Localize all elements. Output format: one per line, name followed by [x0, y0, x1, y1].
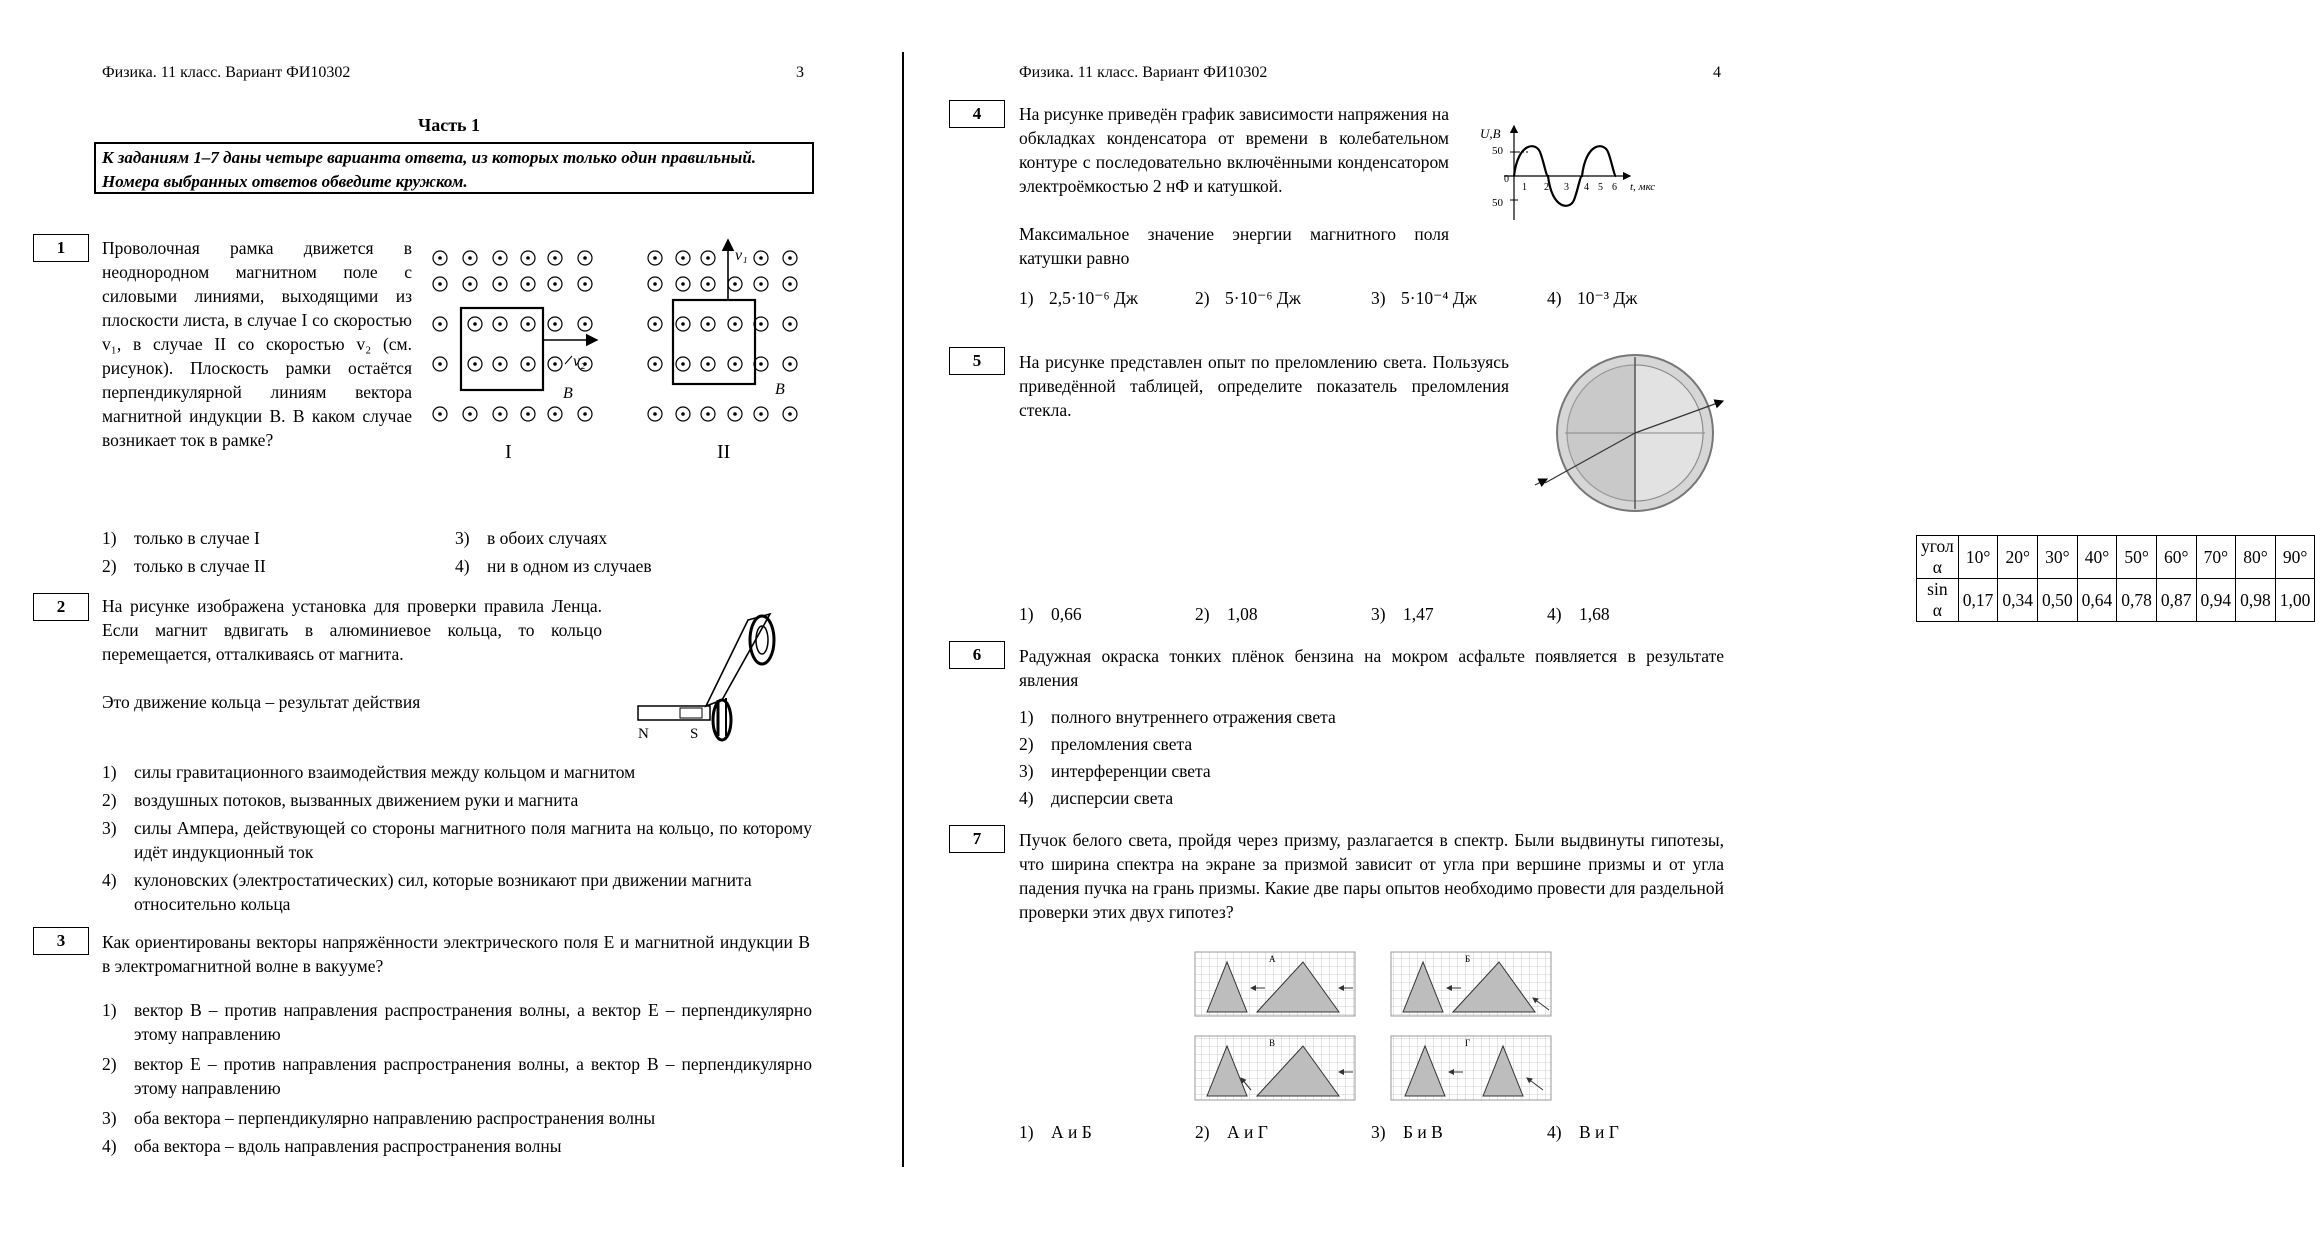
- graph-ylabel: U,В: [1480, 126, 1501, 141]
- part-title: Часть 1: [418, 115, 481, 135]
- table-cell: 30°: [2038, 536, 2078, 579]
- question-number: 7: [949, 825, 1005, 853]
- experiment-panel-b: [1391, 952, 1551, 1016]
- table-cell: 90°: [2275, 536, 2315, 579]
- question-text-2: Максимальное значение энергии магнитного поля катушки равно: [1019, 224, 1449, 268]
- table-cell: 0,17: [1958, 579, 1998, 622]
- answer-option[interactable]: 4) В и Г: [1547, 1122, 1619, 1142]
- graph-xlabel: t, мкс: [1630, 181, 1656, 193]
- answer-option[interactable]: 3) силы Ампера, действующей со стороны магнитного поля магнита на кольцо, по которому идёт индукционный ток: [102, 818, 812, 862]
- table-cell: 0,78: [2117, 579, 2157, 622]
- case2-label: II: [717, 441, 731, 463]
- graph-tick: 5: [1598, 182, 1603, 193]
- answer-option[interactable]: 1) вектор B – против направления распространения волны, а вектор E – перпендикулярно этому направлению: [102, 1000, 812, 1044]
- answer-option[interactable]: 2) воздушных потоков, вызванных движением руки и магнита: [102, 790, 579, 810]
- experiment-panel-v: [1195, 1036, 1355, 1100]
- frame-case1: [461, 308, 543, 390]
- question-text: На рисунке изображена установка для проверки правила Ленца. Если магнит вдвигать в алюминиевое кольца, то кольцо перемещается, отталкиваясь от магнита.: [102, 596, 602, 664]
- answer-option[interactable]: 4) оба вектора – вдоль направления распространения волны: [102, 1136, 562, 1156]
- question-text-2: Это движение кольца – результат действия: [102, 692, 421, 712]
- question-number: 2: [33, 593, 89, 621]
- experiment-panel-a: [1195, 952, 1355, 1016]
- left-page: [0, 0, 900, 1239]
- table-cell: 0,64: [2077, 579, 2117, 622]
- question-text: На рисунке приведён график зависимости напряжения на обкладках конденсатора от времени в колебательном контуре с последовательно включёнными конденсатором электроёмкостью 2 нФ и катушкой.: [1019, 104, 1449, 196]
- answer-option[interactable]: 1) только в случае I: [102, 528, 260, 548]
- question-number: 3: [33, 927, 89, 955]
- answer-option[interactable]: 1) силы гравитационного взаимодействия между кольцом и магнитом: [102, 762, 636, 782]
- panel-label: А: [1269, 954, 1276, 964]
- table-cell: 20°: [1998, 536, 2038, 579]
- table-cell: 80°: [2236, 536, 2276, 579]
- graph-y-bottom: 50: [1492, 197, 1503, 209]
- answer-option[interactable]: 1) А и Б: [1019, 1122, 1092, 1142]
- answer-option[interactable]: 2) А и Г: [1195, 1122, 1268, 1142]
- question-text: Проволочная рамка движется в неоднородном магнитном поле с силовыми линиями, выходящими из плоскости листа, в случае I со скоростью v₁, в случае II со скоростью v₂ (см. рисунок). Плоскость рамки остаётся перпендикулярной линиям вектора магнитной индукции B. В каком случае возникает ток в рамке?: [102, 238, 412, 450]
- question-text: Радужная окраска тонких плёнок бензина на мокром асфальте появляется в результате явления: [1019, 646, 1724, 690]
- frame-case2: [673, 300, 755, 384]
- panel-label: Б: [1465, 954, 1471, 964]
- answer-option[interactable]: 3) 5·10⁻⁴ Дж: [1371, 288, 1477, 308]
- voltage-graph: [1480, 122, 1680, 222]
- table-header-cell: угол α: [1917, 536, 1959, 579]
- panel-label: Г: [1465, 1038, 1471, 1048]
- magnet-n-label: N: [638, 726, 649, 742]
- graph-tick: 1: [1522, 182, 1527, 193]
- instruction-box: К заданиям 1–7 даны четыре варианта ответа, из которых только один правильный. Номера выбранных ответов обведите кружком.: [94, 142, 814, 194]
- table-cell: 0,50: [2038, 579, 2078, 622]
- answer-option[interactable]: 2) вектор E – против направления распространения волны, а вектор B – перпендикулярно этому направлению: [102, 1054, 812, 1098]
- table-cell: 70°: [2196, 536, 2236, 579]
- answer-option[interactable]: 2) 5·10⁻⁶ Дж: [1195, 288, 1301, 308]
- v1-label: v₁: [735, 247, 748, 264]
- v2-label: v₂: [573, 353, 586, 370]
- question-number: 5: [949, 347, 1005, 375]
- question-number: 1: [33, 234, 89, 262]
- answer-option[interactable]: 2) 1,08: [1195, 604, 1258, 624]
- table-cell: 60°: [2156, 536, 2196, 579]
- answer-option[interactable]: 3) оба вектора – перпендикулярно направлению распространения волны: [102, 1108, 656, 1128]
- table-cell: 50°: [2117, 536, 2157, 579]
- answer-option[interactable]: 2) только в случае II: [102, 556, 266, 576]
- answer-option[interactable]: 3) в обоих случаях: [455, 528, 608, 548]
- answer-option[interactable]: 3) Б и В: [1371, 1122, 1443, 1142]
- table-header-cell: sin α: [1917, 579, 1959, 622]
- question-text: Пучок белого света, пройдя через призму, разлагается в спектр. Были выдвинуты гипотезы, что ширина спектра на экране за призмой зависит от угла при вершине призмы и от угла падения пучка на грань призмы. Какие две пары опытов необходимо провести для раздельной проверки этих двух гипотез?: [1019, 830, 1724, 922]
- table-cell: 1,00: [2275, 579, 2315, 622]
- table-row: [1917, 536, 2315, 579]
- prism-experiments-figure: [1193, 950, 1553, 1104]
- table-cell: 0,34: [1998, 579, 2038, 622]
- question-number: 6: [949, 641, 1005, 669]
- refraction-protractor-figure: [1525, 355, 1735, 515]
- graph-y-top: 50: [1492, 145, 1503, 157]
- answer-option[interactable]: 4) 10⁻³ Дж: [1547, 288, 1638, 308]
- q1-figure: [425, 238, 825, 468]
- experiment-panel-g: [1391, 1036, 1551, 1100]
- b-label-case1: B: [563, 385, 573, 402]
- answer-option[interactable]: 3) 1,47: [1371, 604, 1434, 624]
- answer-option[interactable]: 4) ни в одном из случаев: [455, 556, 652, 576]
- graph-y-zero: 0: [1504, 174, 1509, 185]
- answer-option[interactable]: 3) интерференции света: [1019, 761, 1211, 781]
- sine-table: [1916, 535, 2315, 622]
- page-number: 3: [796, 64, 804, 81]
- graph-tick: 2: [1544, 182, 1549, 193]
- answer-option[interactable]: 4) 1,68: [1547, 604, 1610, 624]
- magnet-s-label: S: [690, 726, 699, 742]
- question-number: 4: [949, 100, 1005, 128]
- page-header: Физика. 11 класс. Вариант ФИ10302: [1019, 64, 1268, 81]
- answer-option[interactable]: 1) полного внутреннего отражения света: [1019, 707, 1336, 727]
- question-text: На рисунке представлен опыт по преломлению света. Пользуясь приведённой таблицей, определите показатель преломления стекла.: [1019, 352, 1509, 420]
- table-cell: 10°: [1958, 536, 1998, 579]
- case1-label: I: [505, 441, 512, 463]
- panel-label: В: [1269, 1038, 1276, 1048]
- answer-option[interactable]: 4) кулоновских (электростатических) сил, которые возникают при движении магнита относительно кольца: [102, 870, 752, 914]
- graph-tick: 4: [1584, 182, 1589, 193]
- table-cell: 40°: [2077, 536, 2117, 579]
- table-cell: 0,94: [2196, 579, 2236, 622]
- answer-option[interactable]: 2) преломления света: [1019, 734, 1193, 754]
- answer-option[interactable]: 1) 0,66: [1019, 604, 1082, 624]
- graph-tick: 6: [1612, 182, 1617, 193]
- page-divider: [902, 52, 904, 1167]
- b-label-case2: B: [775, 381, 785, 398]
- page-header: Физика. 11 класс. Вариант ФИ10302: [102, 64, 351, 81]
- right-page: [905, 0, 2311, 1239]
- page-number: 4: [1713, 64, 1721, 81]
- table-row: [1917, 579, 2315, 622]
- answer-option[interactable]: 1) 2,5·10⁻⁶ Дж: [1019, 288, 1138, 308]
- answer-option[interactable]: 4) дисперсии света: [1019, 788, 1174, 808]
- graph-tick: 3: [1564, 182, 1569, 193]
- question-text: Как ориентированы векторы напряжённости электрического поля E и магнитной индукции B в электромагнитной волне в вакууме?: [102, 932, 810, 976]
- table-cell: 0,98: [2236, 579, 2276, 622]
- table-cell: 0,87: [2156, 579, 2196, 622]
- lenz-apparatus-figure: [630, 610, 790, 745]
